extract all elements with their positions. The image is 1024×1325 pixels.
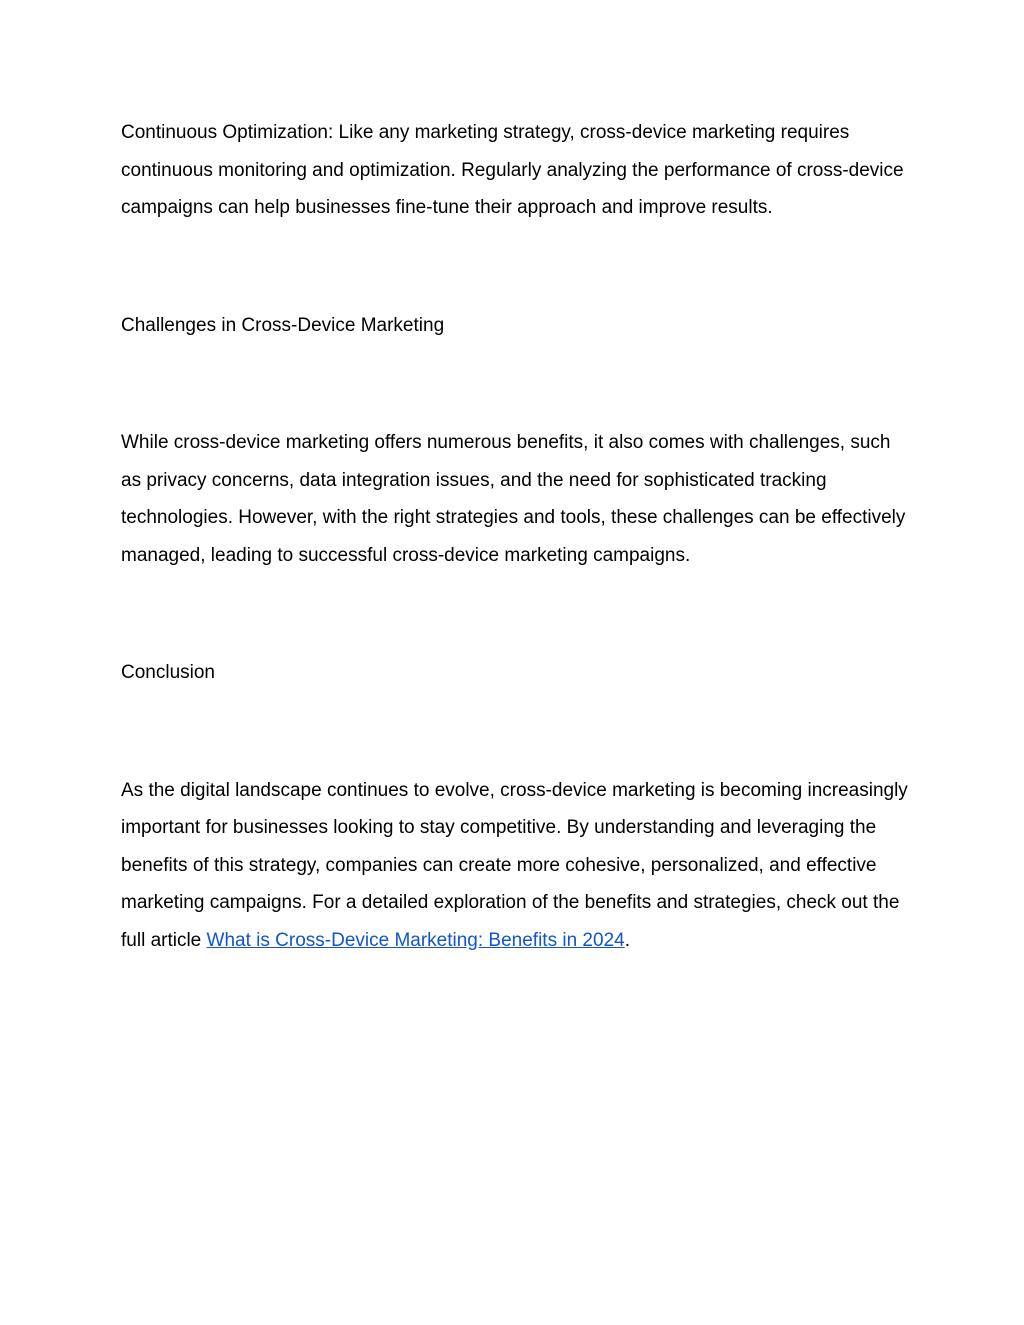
paragraph-conclusion-text: As the digital landscape continues to evolve, cross-device marketing is becoming increasingly important for businesses looking to stay competitive. By understanding and leveraging the benefits of this strategy, companies can create more cohesive, personalized, and effective marketing campaigns. For a detailed exploration of the benefits and strategies, check out the full article	[121, 779, 908, 951]
document-body	[121, 114, 911, 959]
spacer	[121, 692, 911, 772]
heading-conclusion: Conclusion	[121, 662, 215, 683]
heading-challenges: Challenges in Cross-Device Marketing	[121, 314, 445, 336]
spacer	[121, 574, 911, 654]
spacer	[121, 344, 911, 424]
paragraph-conclusion	[121, 772, 911, 960]
article-link[interactable]: What is Cross-Device Marketing: Benefits in 2024	[206, 929, 625, 951]
paragraph-continuous-optimization: Continuous Optimization: Like any marketing strategy, cross-device marketing requires continuous monitoring and optimization. Regularly analyzing the performance of cross-device campaigns can help businesses fine-tune their approach and improve results.	[121, 122, 904, 218]
paragraph-challenges: While cross-device marketing offers numerous benefits, it also comes with challenges, such as privacy concerns, data integration issues, and the need for sophisticated tracking technologies. However, with the right strategies and tools, these challenges can be effectively managed, leading to successful cross-device marketing campaigns.	[121, 432, 906, 566]
paragraph-conclusion-period: .	[624, 929, 630, 951]
spacer	[121, 227, 911, 307]
